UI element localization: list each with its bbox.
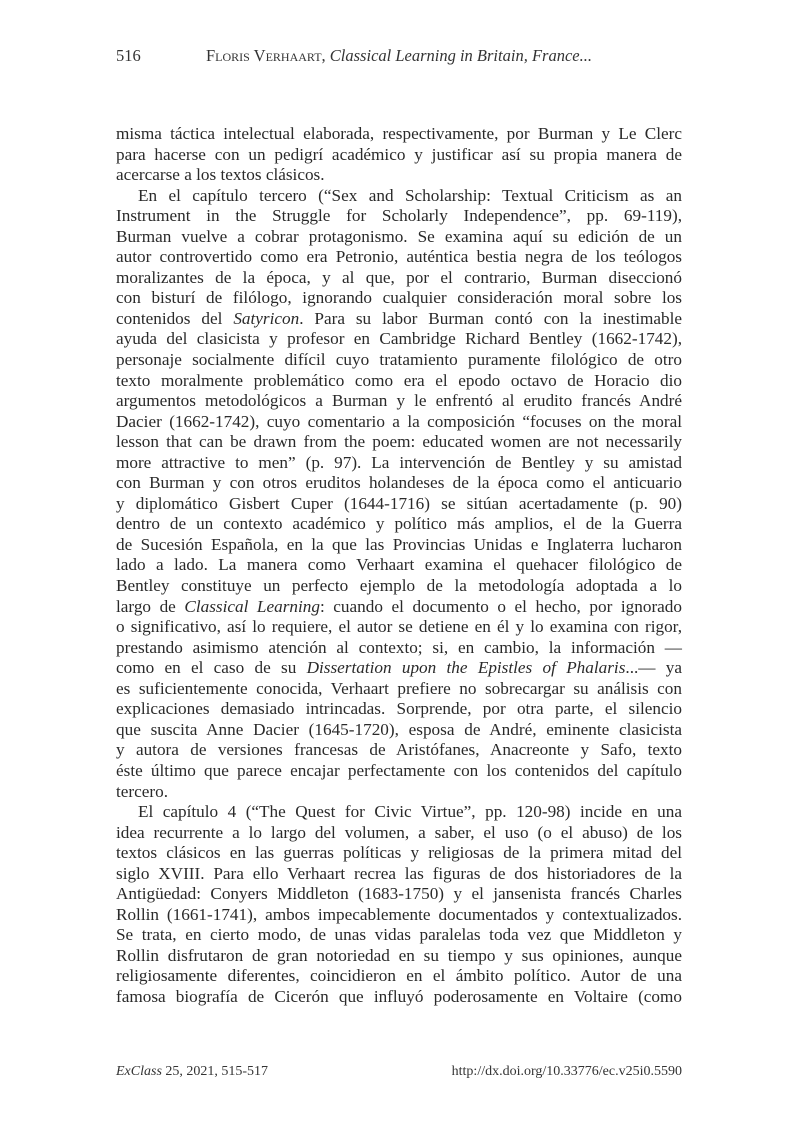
text-segment: misma táctica intelectual elaborada, respectivamente, por Burman y Le Clerc xyxy=(116,124,682,143)
text-line xyxy=(116,966,682,987)
text-segment: contenidos del xyxy=(116,308,234,328)
page-number: 516 xyxy=(116,46,141,65)
text-line xyxy=(116,864,682,885)
text-line xyxy=(116,535,682,556)
text-line xyxy=(116,165,682,186)
text-line xyxy=(116,555,682,576)
text-segment: Rollin (1661-1741), ambos impecablemente documentados y contextualizados. xyxy=(116,904,682,924)
text-segment: que suscita Anne Dacier (1645-1720), esposa de André, eminente clasicista xyxy=(116,719,682,739)
text-line xyxy=(116,247,682,268)
text-segment: con Burman y con otros eruditos holandeses de la época como el anticuario xyxy=(116,473,682,493)
text-segment: Instrument in the Struggle for Scholarly Independence”, pp. 69-119), xyxy=(116,206,682,226)
text-line xyxy=(116,453,682,474)
text-line xyxy=(116,412,682,433)
text-segment: argumentos metodológicos a Burman y le enfrentó al erudito francés André xyxy=(116,391,682,411)
text-line xyxy=(116,576,682,597)
text-segment: y diplomático Gisbert Cuper (1644-1716) se sitúan acertadamente (p. 90) xyxy=(116,493,682,513)
text-segment: o significativo, así lo requiere, el autor se detiene en él y lo examina con rigor, xyxy=(116,617,682,637)
text-segment: Bentley constituye un perfecto ejemplo de la metodología adoptada a lo xyxy=(116,576,682,596)
text-line xyxy=(116,987,682,1008)
text-line xyxy=(116,186,682,207)
text-line xyxy=(116,350,682,371)
text-segment: moralizantes de la época, y al que, por el contrario, Burman diseccionó xyxy=(116,267,682,287)
text-segment: textos clásicos en las guerras políticas y religiosas de la primera mitad del xyxy=(116,843,682,863)
text-line xyxy=(116,925,682,946)
text-segment: texto moralmente problemático como era el epodo octavo de Horacio dio xyxy=(116,370,682,390)
italic-title: Dissertation upon the Epistles of Phalaris xyxy=(306,658,626,678)
text-line xyxy=(116,617,682,638)
running-head-title xyxy=(206,44,592,68)
text-line xyxy=(116,494,682,515)
text-line xyxy=(116,473,682,494)
text-segment: éste último que parece encajar perfectamente con los contenidos del capítulo xyxy=(116,760,682,780)
journal-volume-pages: 25, 2021, 515-517 xyxy=(161,1064,269,1079)
running-head-separator: , xyxy=(321,46,330,65)
doi-link[interactable]: http://dx.doi.org/10.33776/ec.v25i0.5590 xyxy=(451,1064,682,1079)
text-segment: famosa biografía de Cicerón que influyó poderosamente en Voltaire (como xyxy=(116,986,682,1006)
text-line xyxy=(116,391,682,412)
text-segment: lesson that can be drawn from the poem: educated women are not necessarily xyxy=(116,432,682,452)
text-line xyxy=(116,206,682,227)
text-segment: prestando asimismo atención al contexto; si, en cambio, la información — xyxy=(116,637,682,657)
body-text xyxy=(116,124,682,1008)
text-segment: siglo XVIII. Para ello Verhaart recrea las figuras de dos historiadores de la xyxy=(116,863,682,883)
text-segment: El capítulo 4 (“The Quest for Civic Virtue”, pp. 120-98) incide en una xyxy=(138,802,682,822)
running-head-author: Floris Verhaart xyxy=(206,46,322,65)
text-line xyxy=(116,288,682,309)
journal-citation xyxy=(116,1062,268,1082)
text-segment: Se trata, en cierto modo, de unas vidas paralelas toda vez que Middleton y xyxy=(116,925,682,945)
text-segment: con bisturí de filólogo, ignorando cualquier consideración moral sobre los xyxy=(116,288,682,308)
text-line xyxy=(116,124,682,145)
text-line xyxy=(116,638,682,659)
text-segment: para hacerse con un pedigrí académico y justificar así su propia manera de xyxy=(116,144,682,164)
text-segment: ...— ya xyxy=(625,658,682,678)
journal-name: ExClass xyxy=(116,1064,162,1079)
text-line xyxy=(116,699,682,720)
text-segment: . Para su labor Burman contó con la inestimable xyxy=(299,308,682,328)
text-segment: y autora de versiones francesas de Aristófanes, Anacreonte y Safo, texto xyxy=(116,740,682,760)
text-segment: acercarse a los textos clásicos. xyxy=(116,165,325,185)
text-segment: Dacier (1662-1742), cuyo comentario a la composición “focuses on the moral xyxy=(116,411,682,431)
text-line xyxy=(116,597,682,618)
text-line xyxy=(116,884,682,905)
text-line xyxy=(116,432,682,453)
text-segment: largo de xyxy=(116,596,185,616)
italic-title: Satyricon xyxy=(233,308,300,328)
text-segment: dentro de un contexto académico y político más amplios, el de la Guerra xyxy=(116,514,682,534)
text-segment: : cuando el documento o el hecho, por ignorado xyxy=(319,596,682,616)
text-segment: de Sucesión Española, en la que las Provincias Unidas e Inglaterra lucharon xyxy=(116,534,682,554)
text-segment: lado a lado. La manera como Verhaart examina el quehacer filológico de xyxy=(116,555,682,575)
text-line xyxy=(116,823,682,844)
text-segment: explicaciones demasiado intrincadas. Sorprende, por otra parte, el silencio xyxy=(116,699,682,719)
text-line xyxy=(116,679,682,700)
text-segment: es suficientemente conocida, Verhaart prefiere no sobrecargar su análisis con xyxy=(116,678,682,698)
text-line xyxy=(116,905,682,926)
text-segment: Antigüedad: Conyers Middleton (1683-1750) y el jansenista francés Charles xyxy=(116,884,682,904)
text-line xyxy=(116,227,682,248)
text-line xyxy=(116,145,682,166)
text-segment: religiosamente diferentes, coincidieron en el ámbito político. Autor de una xyxy=(116,966,682,986)
page-footer xyxy=(116,1062,682,1082)
text-line xyxy=(116,946,682,967)
text-line xyxy=(116,514,682,535)
text-line xyxy=(116,720,682,741)
text-segment: Burman vuelve a cobrar protagonismo. Se examina aquí su edición de un xyxy=(116,226,682,246)
text-segment: idea recurrente a lo largo del volumen, a saber, el uso (o el abuso) de los xyxy=(116,822,682,842)
text-segment: Rollin disfrutaron de gran notoriedad en su tiempo y sus opiniones, aunque xyxy=(116,945,682,965)
text-line xyxy=(116,843,682,864)
text-segment: autor controvertido como era Petronio, auténtica bestia negra de los teólogos xyxy=(116,247,682,267)
running-head-book-title: Classical Learning in Britain, France... xyxy=(329,46,592,65)
running-head xyxy=(116,44,682,68)
text-segment: tercero. xyxy=(116,781,168,801)
text-segment: more attractive to men” (p. 97). La intervención de Bentley y su amistad xyxy=(116,452,682,472)
italic-title: Classical Learning xyxy=(184,596,320,616)
text-line xyxy=(116,761,682,782)
text-line xyxy=(116,782,682,803)
text-line xyxy=(116,658,682,679)
text-line xyxy=(116,309,682,330)
text-line xyxy=(116,802,682,823)
text-line xyxy=(116,329,682,350)
text-segment: personaje socialmente difícil cuyo tratamiento puramente filológico de otro xyxy=(116,350,682,370)
text-line xyxy=(116,371,682,392)
text-segment: como en el caso de su xyxy=(116,658,307,678)
text-segment: ayuda del clasicista y profesor en Cambridge Richard Bentley (1662-1742), xyxy=(116,329,682,349)
text-line xyxy=(116,740,682,761)
text-segment: En el capítulo tercero (“Sex and Scholarship: Textual Criticism as an xyxy=(138,185,682,205)
text-line xyxy=(116,268,682,289)
